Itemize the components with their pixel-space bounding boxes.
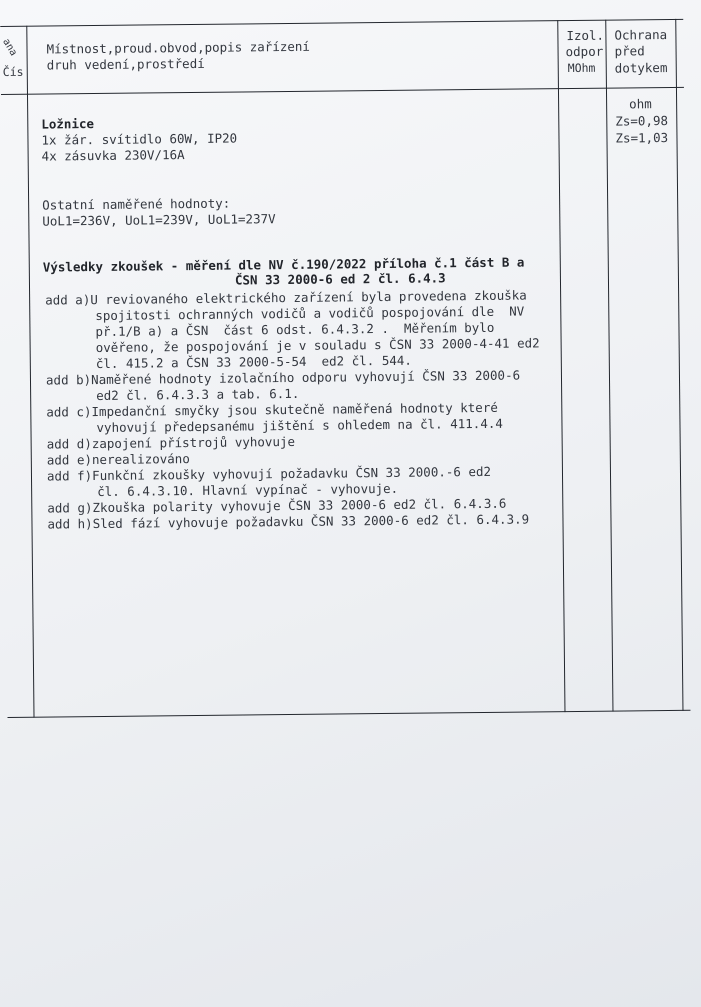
cis-header: Čís: [2, 64, 24, 79]
result-line: spojitosti ochranných vodičů a vodičů pospojování dle NV: [95, 303, 525, 324]
izol-header-line1: Izol.: [566, 27, 605, 44]
result-line: vyhovují předepsanému jištění s ohledem na čl. 411.4.4: [96, 415, 503, 436]
izol-header-line2: odpor: [565, 43, 604, 60]
results-heading-line2: ČSN 33 2000-6 ed 2 čl. 6.4.3: [234, 270, 446, 288]
result-line: ověřeno, že pospojování je v souladu s ČSN 33 2000-4-41 ed2: [95, 335, 540, 356]
header-bottom-border: [1, 87, 684, 95]
result-line: add h)Sled fází vyhovuje požadavku ČSN 33 2000-6 ed2 čl. 6.4.3.9: [47, 511, 530, 532]
room-title: Ložnice: [41, 116, 95, 132]
result-line: add b)Naměřené hodnoty izolačního odporu vyhovují ČSN 33 2000-6: [45, 367, 521, 388]
desc-header-line1: Místnost,proud.obvod,popis zařízení: [46, 38, 310, 57]
result-line: add a)U reviovaného elektrického zařízení byla provedena zkouška: [45, 287, 527, 308]
room-item: 4x zásuvka 230V/16A: [41, 147, 185, 164]
result-line: add c)Impedanční smyčky jsou skutečně naměřená hodnoty které: [46, 399, 498, 420]
zs-value: Zs=1,03: [615, 130, 669, 146]
zs-value: Zs=0,98: [615, 113, 669, 129]
results-heading-line1: Výsledky zkoušek - měření dle NV č.190/2022 příloha č.1 část B a: [42, 254, 525, 275]
other-values-label: Ostatní naměřené hodnoty:: [42, 195, 231, 213]
result-line: čl. 6.4.3.10. Hlavní vypínač - vyhovuje.: [97, 480, 399, 500]
result-line: př.1/B a) a ČSN část 6 odst. 6.4.3.2 . Měřením bylo: [95, 319, 495, 340]
left-column-divider: [26, 26, 34, 718]
desc-column-divider: [557, 20, 565, 712]
result-line: čl. 415.2 a ČSN 33 2000-5-54 ed2 čl. 544.: [95, 352, 412, 372]
izol-header-line3: MOhm: [567, 60, 596, 76]
izol-column-divider: [605, 20, 613, 712]
result-line: add e)nerealizováno: [46, 451, 190, 468]
ochrana-unit: ohm: [629, 96, 652, 112]
table-bottom-border: [8, 710, 691, 718]
other-values: UoL1=236V, UoL1=239V, UoL1=237V: [42, 211, 276, 229]
result-line: ed2 čl. 6.4.3.3 a tab. 6.1.: [96, 385, 300, 404]
desc-header-line2: druh vedení,prostředí: [46, 55, 205, 73]
result-line: add g)Zkouška polarity vyhovuje ČSN 33 2000-6 ed2 čl. 6.4.3.6: [47, 495, 507, 516]
ochrana-header-line3: dotykem: [614, 60, 668, 76]
ochrana-header-line1: Ochrana: [614, 27, 668, 43]
edge-fragment: ana: [0, 36, 19, 58]
ochrana-header-line2: před: [614, 43, 645, 59]
result-line: add d)zapojení přístrojů vyhovuje: [46, 433, 296, 452]
table-right-border: [675, 19, 683, 711]
room-item: 1x žár. svítidlo 60W, IP20: [41, 130, 238, 148]
result-line: add f)Funkční zkoušky vyhovují požadavku ČSN 33 2000.-6 ed2: [46, 463, 492, 484]
table-top-border: [0, 19, 683, 27]
